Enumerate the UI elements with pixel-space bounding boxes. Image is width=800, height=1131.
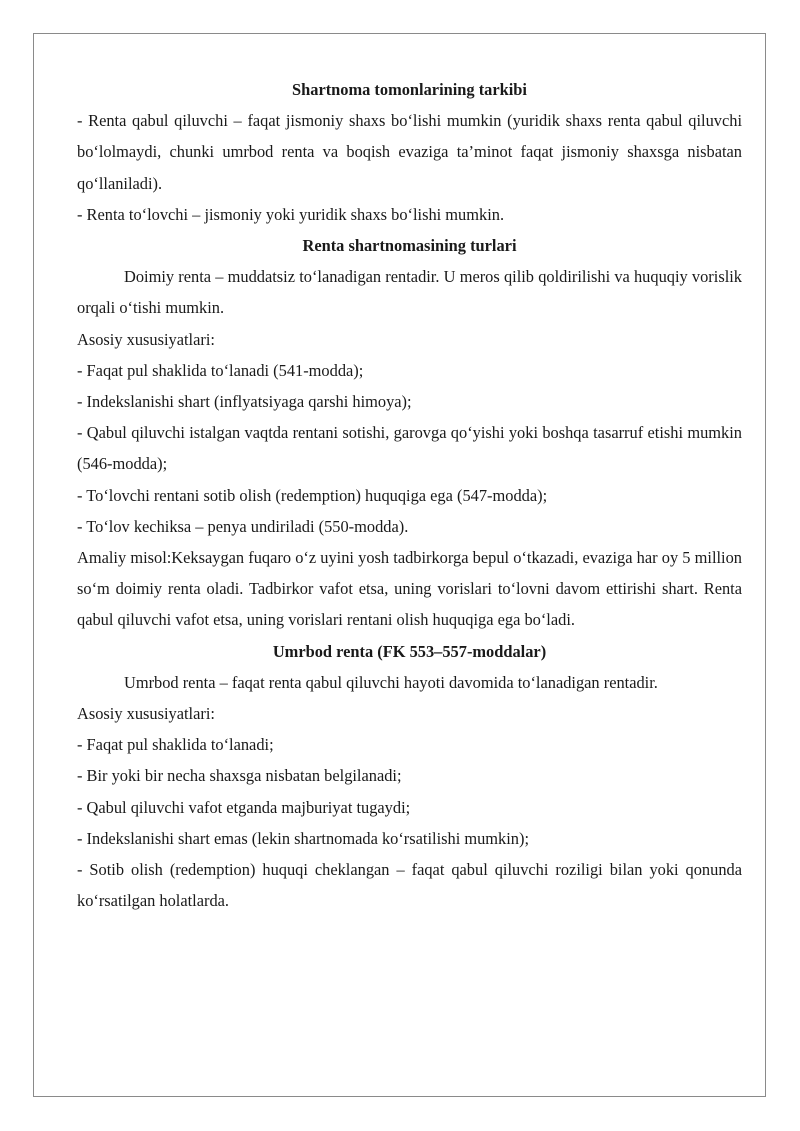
section-heading-parties: Shartnoma tomonlarining tarkibi <box>292 80 527 99</box>
paragraph-lifetime-rent: Umrbod renta – faqat renta qabul qiluvchi hayoti davomida to‘lanadigan rentadir. <box>124 672 658 692</box>
list-item: - Renta to‘lovchi – jismoniy yoki yuridik shaxs bo‘lishi mumkin. <box>77 204 505 224</box>
practical-example: Amaliy misol:Keksaygan fuqaro o‘z uyini yosh tadbirkorga bepul o‘tkazadi, evaziga har oy 5 million so‘m doimiy renta oladi. Tadbirkor vafot etsa, uning vorislari to‘lovni davom ettirishi shart. Renta qabul qiluvchi vafot etsa, uning vorislari rentani olish huquqiga ega bo‘ladi. <box>77 548 742 630</box>
list-item: - To‘lov kechiksa – penya undiriladi (550-modda). <box>77 516 409 536</box>
section-heading-types: Renta shartnomasining turlari <box>302 236 517 256</box>
list-item: - Faqat pul shaklida to‘lanadi (541-modda); <box>77 360 364 380</box>
list-item: - To‘lovchi rentani sotib olish (redemption) huquqiga ega (547-modda); <box>77 485 548 505</box>
features-label: Asosiy xususiyatlari: <box>77 704 215 724</box>
paragraph-permanent-rent: Doimiy renta – muddatsiz to‘lanadigan rentadir. U meros qilib qoldirilishi va huquqiy vorislik orqali o‘tishi mumkin. <box>77 267 742 318</box>
list-item: - Sotib olish (redemption) huquqi cheklangan – faqat qabul qiluvchi roziligi bilan yoki qonunda ko‘rsatilgan holatlarda. <box>77 860 742 911</box>
section-heading-lifetime-rent: Umrbod renta (FK 553–557-moddalar) <box>272 641 547 661</box>
list-item: - Qabul qiluvchi istalgan vaqtda rentani sotishi, garovga qo‘yishi yoki boshqa tasarruf etishi mumkin (546-modda); <box>77 423 742 474</box>
list-item: - Indekslanishi shart (inflyatsiyaga qarshi himoya); <box>77 392 412 412</box>
features-label: Asosiy xususiyatlari: <box>77 329 215 349</box>
list-item: - Faqat pul shaklida to‘lanadi; <box>77 735 274 755</box>
list-item: - Qabul qiluvchi vafot etganda majburiyat tugaydi; <box>77 797 411 817</box>
list-item: - Renta qabul qiluvchi – faqat jismoniy shaxs bo‘lishi mumkin (yuridik shaxs renta qabul qiluvchi bo‘lolmaydi, chunki umrbod renta va boqish evaziga ta’minot faqat jismoniy shaxsga nisbatan qo‘llaniladi). <box>77 111 742 193</box>
document-body <box>77 74 742 916</box>
list-item: - Bir yoki bir necha shaxsga nisbatan belgilanadi; <box>77 766 402 786</box>
list-item: - Indekslanishi shart emas (lekin shartnomada ko‘rsatilishi mumkin); <box>77 828 530 848</box>
